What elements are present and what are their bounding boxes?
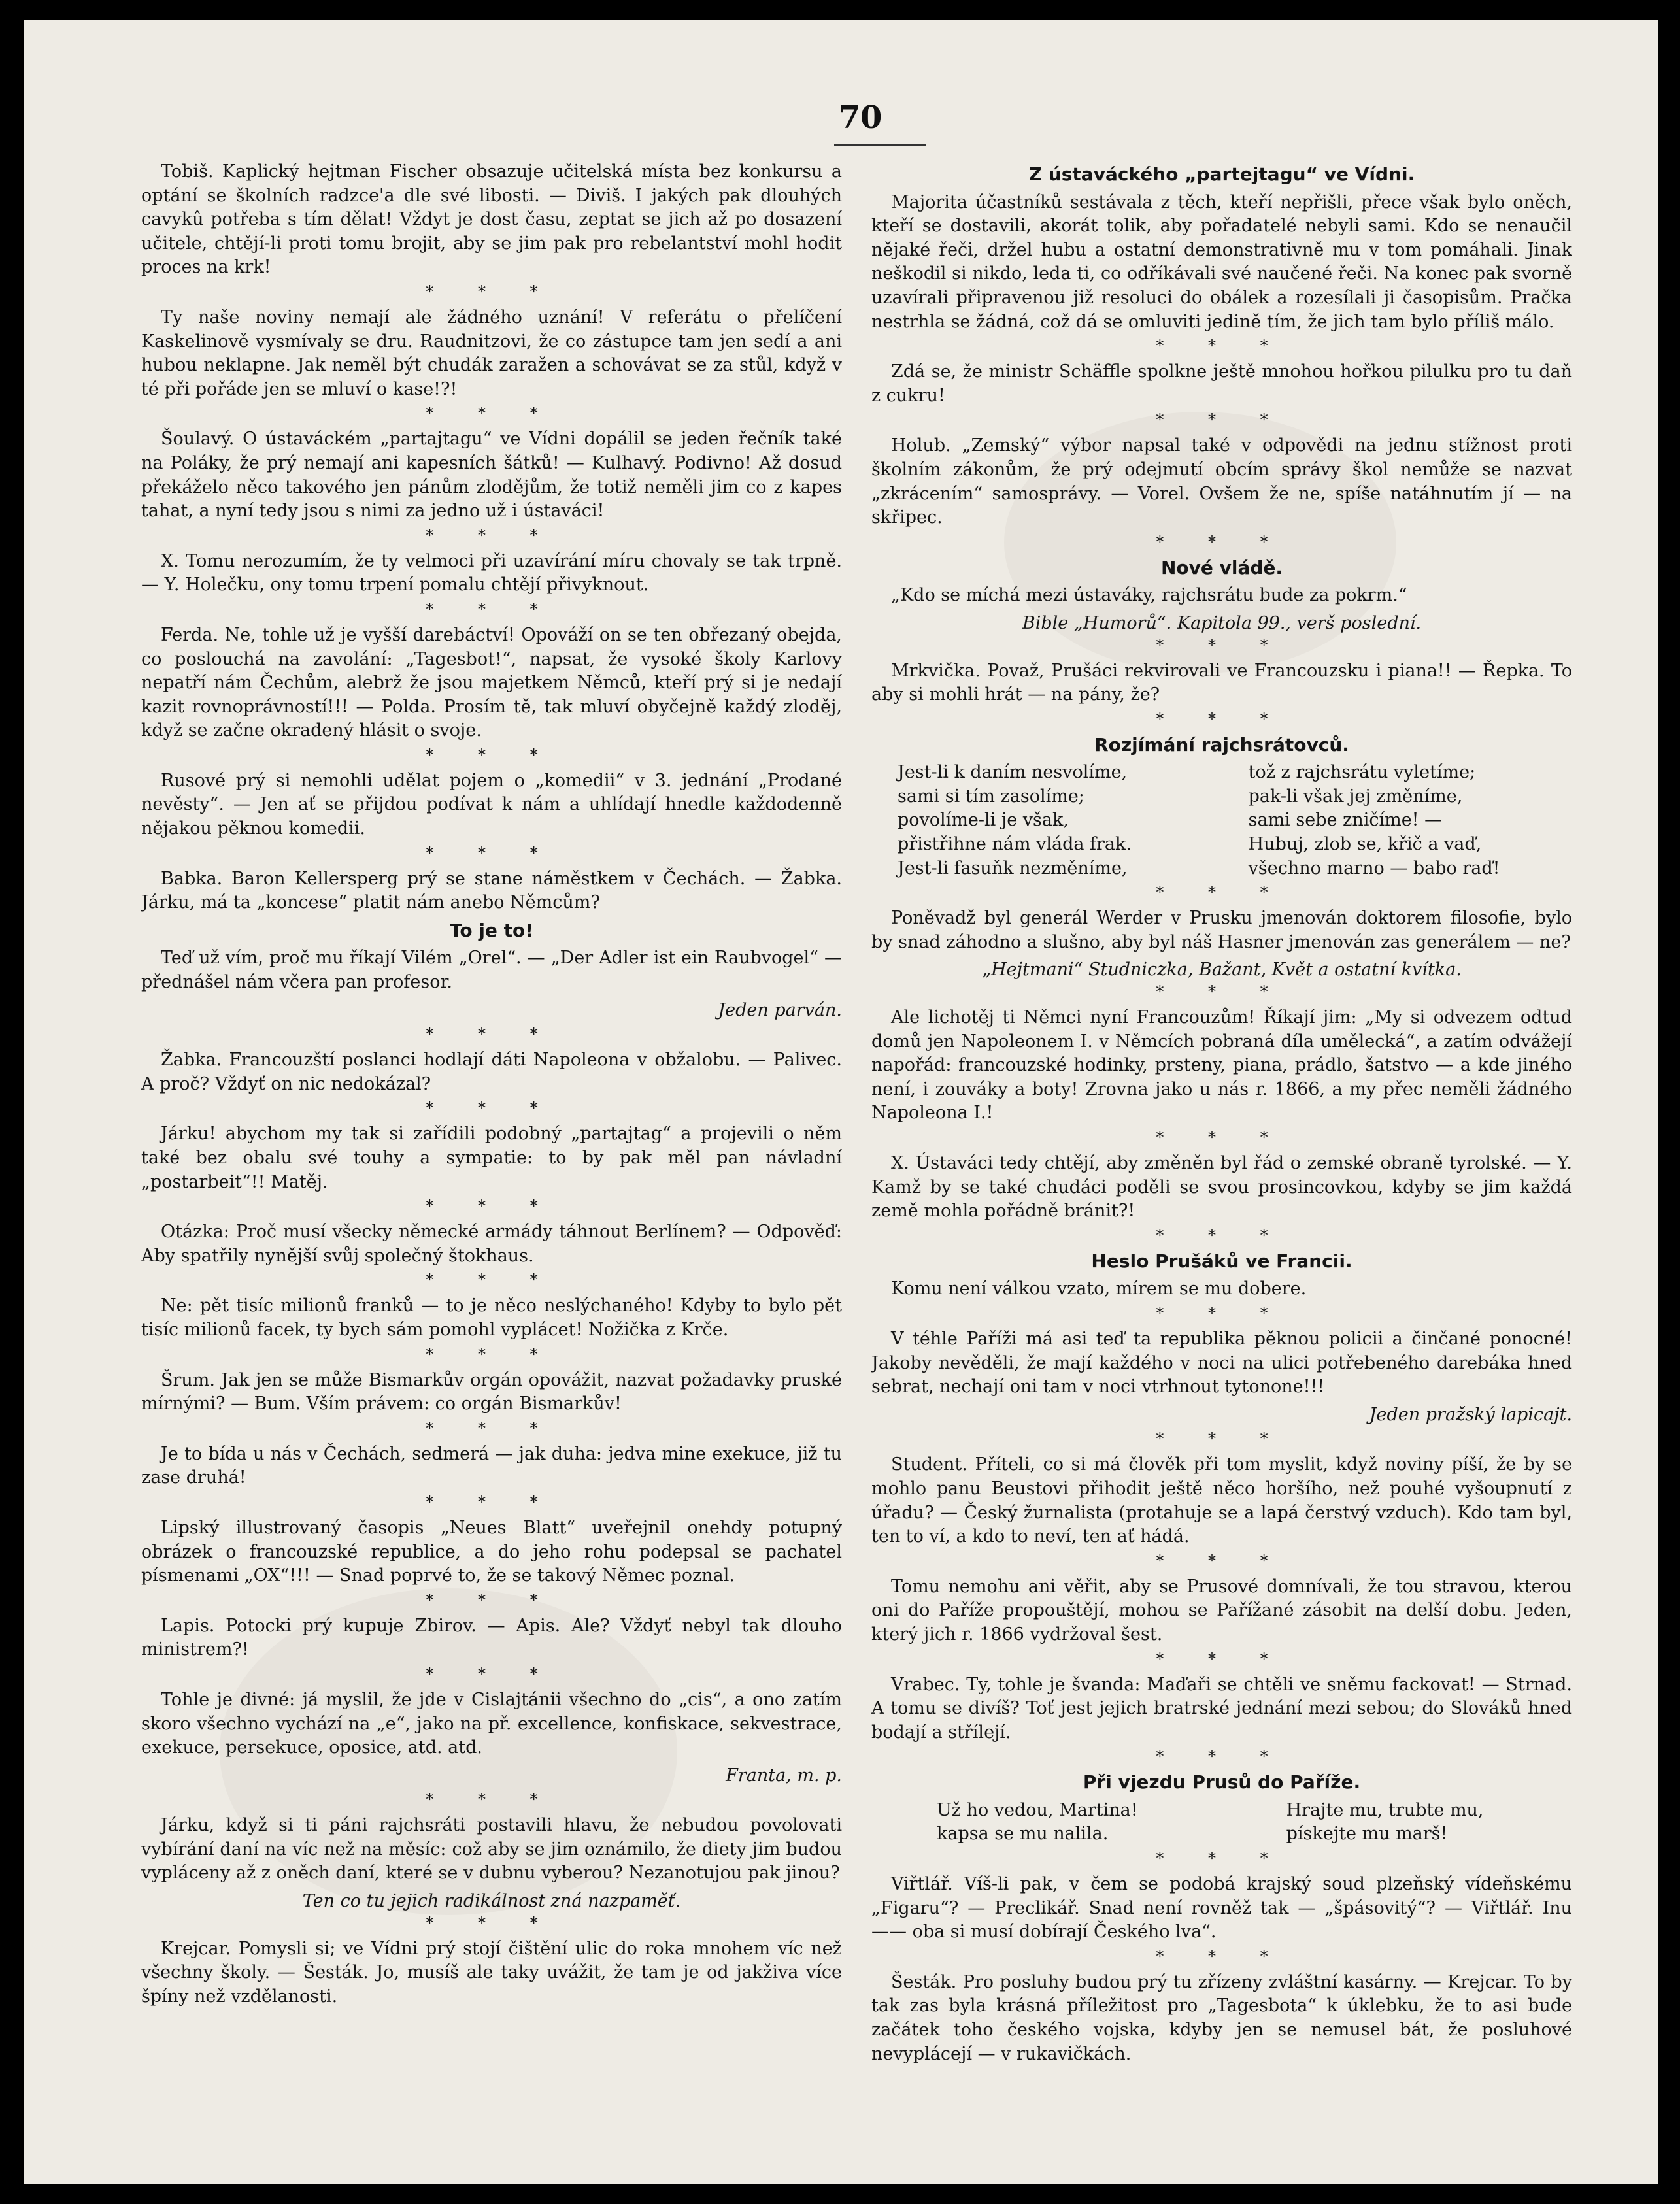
asterism: * * * [1156, 1849, 1288, 1868]
asterism: * * * [1156, 1303, 1288, 1322]
asterism: * * * [1156, 1946, 1288, 1965]
asterism: * * * [426, 1590, 558, 1609]
asterism: * * * [1156, 709, 1288, 728]
asterism: * * * [426, 745, 558, 764]
paragraph: Šesták. Pro posluhy budou prý tu zřízeny zvláštní kasárny. — Krejcar. To by tak zas byla krásná příležitost pro „Tagesbota“ k úklebku, že to asi bude začátek toho českého vojska, kdyby jen se nemusel bát, že posluhové nevyplácejí — v rukavičkách. [871, 1971, 1572, 2064]
paragraph: Vrabec. Ty, tohle je švanda: Maďaři se chtěli ve sněmu fackovat! — Strnad. A tomu se divíš? Toť jest jejich bratrské jednání mezi sebou; do Slováků hned bodají a střílejí. [871, 1674, 1572, 1743]
asterism: * * * [1156, 1429, 1288, 1448]
asterism: * * * [426, 1418, 558, 1437]
asterism: * * * [1156, 1747, 1288, 1766]
poem-column [898, 761, 1221, 880]
paragraph: Šrum. Jak jen se může Bismarkův orgán opovážit, nazvat požadavky pruské mírnými? — Bum. Vším právem: co orgán Bismarkův! [141, 1369, 842, 1414]
poem-column [1249, 761, 1572, 880]
paragraph: V téhle Paříži má asi teď ta republika pěknou policii a činčané ponocné! Jakoby nevěděli, že mají každého v noci na ulici potřebeného darebáka hned sebrat, nechají oni tam v noci vtrhnout tytonone!!! [871, 1328, 1572, 1397]
poem-line: povolíme-li je však, [898, 810, 1069, 831]
poem-column [937, 1799, 1222, 1846]
paragraph: Babka. Baron Kellersperg prý se stane náměstkem v Čechách. — Žabka. Járku, má ta „koncese“ platit nám anebo Němcům? [141, 868, 842, 913]
poem-line: pak-li však jej změníme, [1248, 786, 1463, 807]
poem-line: Hubuj, zlob se, křič a vaď, [1248, 834, 1482, 855]
left-column [141, 160, 842, 2173]
asterism: * * * [1156, 1649, 1288, 1668]
paragraph: Ne: pět tisíc milionů franků — to je něco neslýchaného! Kdyby to bylo pět tisíc milionů facek, ty bych sám pomohl vyplácet! Nožička z Krče. [141, 1295, 842, 1340]
paragraph: „Kdo se míchá mezi ústaváky, rajchsrátu bude za pokrm.“ [891, 585, 1407, 606]
asterism: * * * [426, 599, 558, 618]
asterism: * * * [1156, 410, 1288, 429]
newspaper-page [24, 20, 1658, 2184]
paragraph: Je to bída u nás v Čechách, sedmerá — jak duha: jedva mine exekuce, již tu zase druhá! [141, 1443, 842, 1488]
poem-line: tož z rajchsrátu vyletíme; [1248, 762, 1476, 783]
attribution: Bible „Humorů“. Kapitola 99., verš poslední. [1022, 612, 1422, 633]
section-heading: Při vjezdu Prusů do Paříže. [1083, 1771, 1361, 1794]
asterism: * * * [426, 1025, 558, 1044]
paragraph: Lapis. Potocki prý kupuje Zbirov. — Apis. Ale? Vždyť nebyl tak dlouho ministrem?! [141, 1615, 842, 1660]
page-number: 70 [838, 99, 882, 136]
paragraph: Lipský illustrovaný časopis „Neues Blatt“ uveřejnil onehdy potupný obrázek o francouzské republice, a do jeho rohu podepsal se pachatel písmenami „OX“!!! — Snad poprvé to, že se takový Němec poznal. [141, 1517, 842, 1586]
asterism: * * * [426, 1344, 558, 1363]
poem [898, 761, 1572, 880]
paragraph: Žabka. Francouzští poslanci hodlají dáti Napoleona v obžalobu. — Palivec. A proč? Vždyť on nic nedokázal? [141, 1050, 842, 1094]
poem-line: přistřihne nám vláda frak. [898, 834, 1132, 855]
poem-line: kapsa se mu nalila. [937, 1824, 1109, 1845]
right-column [871, 160, 1572, 2173]
asterism: * * * [1156, 883, 1288, 902]
paragraph: Poněvadž byl generál Werder v Prusku jmenován doktorem filosofie, bylo by snad záhodno a slušno, aby byl náš Hasner jmenován zas generálem — ne? [871, 908, 1572, 952]
paragraph: Krejcar. Pomysli si; ve Vídni prý stojí čištění ulic do roka mnohem víc než všechny školy. — Šesták. Jo, musíš ale taky uvážit, že tam je od jakživa více špíny než vzdělanosti. [141, 1938, 842, 2007]
paragraph: Teď už vím, proč mu říkají Vilém „Orel“. — „Der Adler ist ein Raubvogel“ — přednášel nám včera pan profesor. [141, 948, 842, 993]
paragraph: Tohle je divné: já myslil, že jde v Cislajtánii všechno do „cis“, a ono zatím skoro všechno vychází na „e“, jako na př. excellence, konfiskace, sekvestrace, exekuce, persekuce, oposice, atd. atd. [141, 1689, 842, 1758]
poem-line: sami si tím zasolíme; [898, 786, 1084, 807]
asterism: * * * [426, 404, 558, 423]
paragraph: Ferda. Ne, tohle už je vyšší darebáctví! Opováží on se ten obřezaný obejda, co poslouchá na zavolání: „Tagesbot!“, napsat, že vysoké školy Karlovy nepatří nám Čechům, alebrž že jsou majetkem Němců, kteří prý si je nedají kazit rovnoprávností!!! — Polda. Prosím tě, tak mluví obyčejně každý zloděj, když se začne okradený hlásit o svoje. [141, 624, 842, 741]
asterism: * * * [1156, 1551, 1288, 1570]
paragraph: Otázka: Proč musí všecky německé armády táhnout Berlínem? — Odpověď: Aby spatřily nynější svůj společný štokhaus. [141, 1222, 842, 1266]
paragraph: Rusové prý si nemohli udělat pojem o „komedii“ v 3. jednání „Prodané nevěsty“. — Jen ať se přijdou podívat k nám a uhlídají hnedle každodenně nějakou pěknou komedii. [141, 770, 842, 839]
asterism: * * * [1156, 532, 1288, 551]
paragraph: Komu není válkou vzato, mírem se mu dobere. [891, 1278, 1307, 1299]
paragraph: Ale lichotěj ti Němci nyní Francouzům! Říkají jim: „My si odvezem odtud domů jen Napoleonem I. v Němcích pobraná díla umělecká“, a zatím odvážejí napořád: francouzské hodinky, prsteny, piana, prádlo, šatstvo — a kde jiného není, i zouváky a boty! Zrovna jako u nás r. 1866, a my přec neměli žádného Napoleona I.! [871, 1007, 1572, 1124]
asterism: * * * [426, 1197, 558, 1216]
paragraph: Student. Příteli, co si má člověk při tom myslit, když noviny píší, že by se mohlo panu Beustovi přihodit ještě něco horšího, než pouhé vyšoupnutí z úřadu? — Český žurnalista (protahuje se a lapá čerstvý vzduch). Kdo tam byl, ten to ví, a kdo to neví, ten ať hádá. [871, 1454, 1572, 1547]
section-heading: To je to! [449, 919, 534, 941]
asterism: * * * [1156, 1128, 1288, 1146]
paragraph: Tomu nemohu ani věřit, aby se Prusové domnívali, že tou stravou, kterou oni do Paříže propouštějí, mohou se Pařížané zásobit na delší dobu. Jeden, který jich r. 1866 vydržoval šest. [871, 1576, 1572, 1645]
section-heading: Z ústaváckého „partejtagu“ ve Vídni. [1028, 163, 1415, 185]
paragraph: Járku! abychom my tak si zařídili podobný „partajtag“ a projevili o něm také bez obalu své touhy a sympatie: to by pak měl pan návladní „postarbeit“!! Matěj. [141, 1124, 842, 1192]
asterism: * * * [426, 1099, 558, 1118]
poem-line: Jest-li k daním nesvolíme, [898, 762, 1128, 783]
asterism: * * * [1156, 635, 1288, 654]
poem-line: pískejte mu marš! [1286, 1824, 1448, 1845]
page-number-rule [834, 144, 926, 146]
asterism: * * * [426, 1271, 558, 1290]
paragraph: Viřtlář. Víš-li pak, v čem se podobá krajský soud plzeňský vídeňskému „Figaru“? — Preclikář. Snad není rovněž tak — „špásovitý“? — Viřtlář. Inu —— oba si musí dobírají Českého lva“. [871, 1874, 1572, 1943]
paragraph: X. Ústaváci tedy chtějí, aby změněn byl řád o zemské obraně tyrolské. — Y. Kamž by se také chudáci poděli se svou prosincovkou, kdyby se jim každá země mohla pořádně bránit?! [871, 1153, 1572, 1222]
asterism: * * * [426, 1913, 558, 1932]
poem-line: sami sebe zničíme! — [1248, 810, 1443, 831]
paragraph: Járku, když si ti páni rajchsráti postavili hlavu, že nebudou povolovati vybírání daní na víc než na měsíc: což aby se jim oznámilo, že diety jim budou vypláceny až z oněch daní, které se v dubnu vyberou? Nezanotujou pak jinou? [141, 1815, 842, 1884]
signature: Franta, m. p. [726, 1765, 842, 1786]
asterism: * * * [426, 1492, 558, 1511]
section-heading: Rozjímání rajchsrátovců. [1094, 733, 1349, 756]
asterism: * * * [426, 843, 558, 862]
paragraph: Šoulavý. O ústaváckém „partajtagu“ ve Vídni dopálil se jeden řečník také na Poláky, že prý nemají ani kapesních šátků! — Kulhavý. Podivno! Až dosud překáželo něco takového jen pánům zlodějům, že totiž neměli jim co z kapes tahat, a nyní tedy jsou s nimi za jedno už i ústaváci! [141, 429, 842, 522]
paragraph: Mrkvička. Považ, Prušáci rekvirovali ve Francouzsku i piana!! — Řepka. To aby si mohli hrát — na pány, že? [871, 660, 1572, 705]
asterism: * * * [426, 282, 558, 301]
paragraph: Zdá se, že ministr Schäffle spolkne ještě mnohou hořkou pilulku pro tu daň z cukru! [871, 361, 1572, 406]
asterism: * * * [1156, 337, 1288, 356]
paragraph: Ty naše noviny nemají ale žádného uznání! V referátu o přelíčení Kaskelinově vysmívaly se dru. Raudnitzovi, že co zástupce tam jen sedí a ani hubou neklapne. Jak neměl být chudák zaražen a schovávat se za stůl, když v té při pořáde jen se mluví o kase!?! [141, 307, 842, 399]
poem-line: všechno marno — babo raď! [1248, 858, 1500, 878]
attribution: „Hejtmani“ Studniczka, Bažant, Květ a ostatní kvítka. [982, 960, 1462, 980]
paragraph: Tobiš. Kaplický hejtman Fischer obsazuje učitelská místa bez konkursu a optání se školních radzce'a dle své libosti. — Diviš. I jakých pak dlouhých cavykû potřeba s tím dělat! Vždyt je dost času, zeptat se jich až po dosazení učitele, chtějí-li proti tomu brojit, aby se jim pak pro rebelantství mohl hodit proces na krk! [141, 161, 842, 278]
asterism: * * * [426, 1790, 558, 1809]
poem-line: Jest-li fasuňk nezměníme, [898, 858, 1128, 878]
signature: Jeden parván. [718, 999, 842, 1020]
signature: Jeden pražský lapicajt. [1369, 1404, 1572, 1425]
asterism: * * * [426, 1664, 558, 1683]
attribution: Ten co tu jejich radikálnost zná nazpaměť. [302, 1891, 681, 1912]
asterism: * * * [426, 526, 558, 544]
section-heading: Heslo Prušáků ve Francii. [1091, 1250, 1352, 1272]
asterism: * * * [1156, 982, 1288, 1001]
paragraph: Majorita účastníků sestávala z těch, kteří nepřišli, přece však bylo oněch, kteří se dostavili, akorát tolik, aby pořadatelé nebyli sami. Kdo se nenaučil nějaké řeči, držel hubu a ostatní demonstrativně mu v tom pomáhali. Jinak neškodil si nikdo, leda ti, co odříkávali své naučené řeči. Na konec pak svorně uzavírali připravenou již resoluci do obálek a rozesílali ji časopisům. Pračka nestrhla se žádná, což dá se omluviti jedině tím, že jich tam bylo příliš málo. [871, 192, 1572, 332]
asterism: * * * [1156, 1226, 1288, 1244]
poem-line: Hrajte mu, trubte mu, [1286, 1799, 1484, 1820]
section-heading: Nové vládě. [1160, 556, 1283, 578]
paragraph: Holub. „Zemský“ výbor napsal také v odpovědi na jednu stížnost proti školním zákonům, že prý odejmutí obcím správy škol nemůže se nazvat „zkrácením“ samosprávy. — Vorel. Ovšem že ne, spíše natáhnutím jí — na skřipec. [871, 435, 1572, 528]
paragraph: X. Tomu nerozumím, že ty velmoci při uzavírání míru chovaly se tak trpně. — Y. Holečku, ony tomu trpení pomalu chtějí přivyknout. [141, 550, 842, 595]
poem [937, 1799, 1572, 1846]
poem-line: Už ho vedou, Martina! [937, 1799, 1138, 1820]
poem-column [1286, 1799, 1572, 1846]
